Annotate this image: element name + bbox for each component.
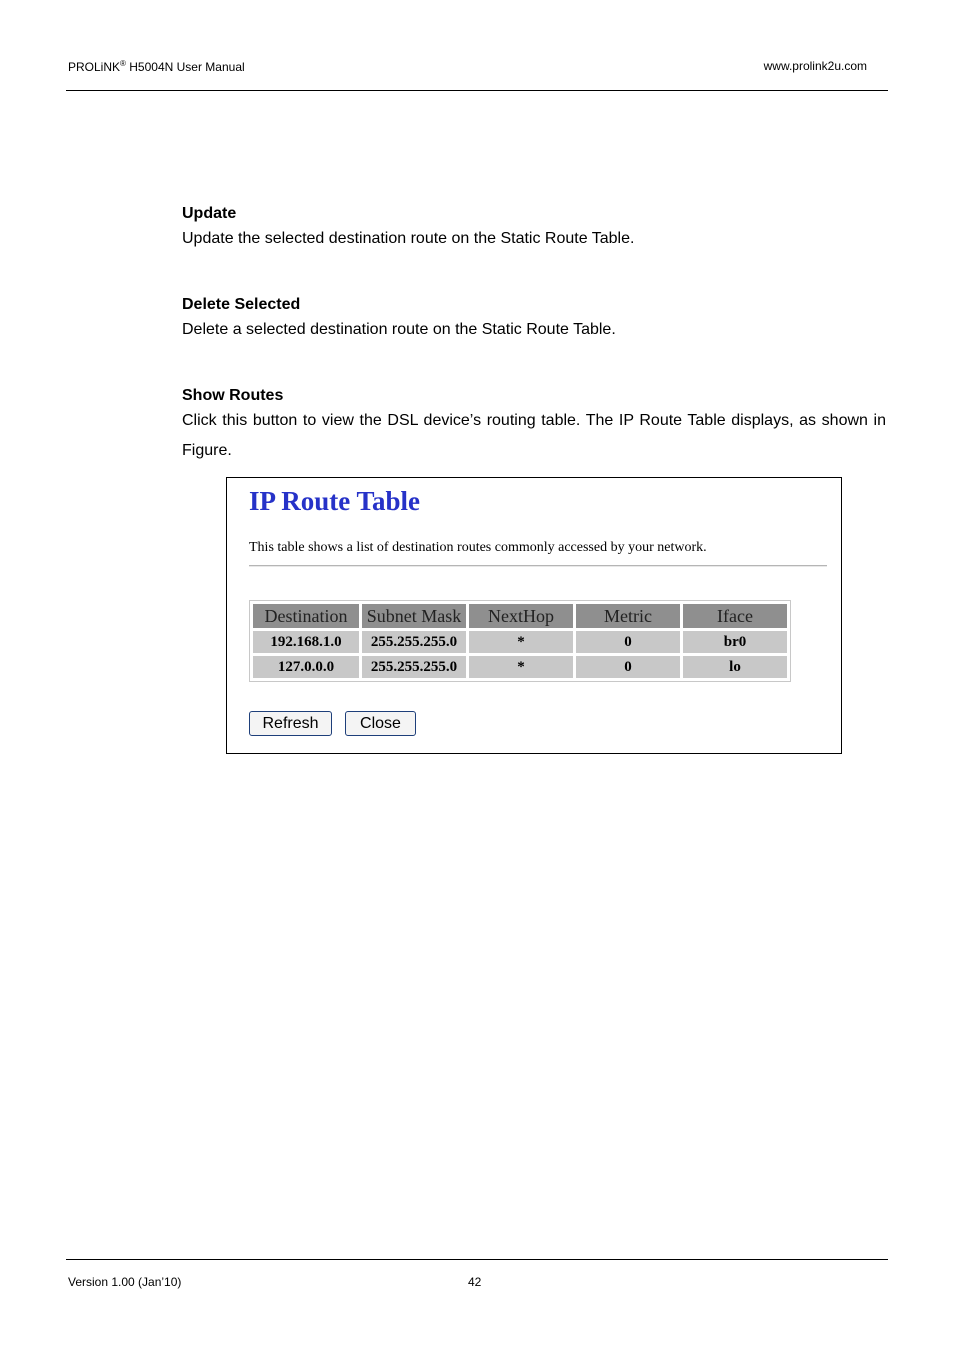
column-header-subnet-mask: Subnet Mask: [362, 604, 466, 628]
figure-description: This table shows a list of destination routes commonly accessed by your network.: [249, 540, 707, 555]
footer-version: Version 1.00 (Jan’10): [68, 1275, 182, 1289]
section-title: Delete Selected: [182, 296, 301, 313]
cell-metric: 0: [576, 631, 680, 653]
registered-mark: ®: [120, 59, 126, 68]
cell-destination: 192.168.1.0: [253, 631, 359, 653]
figure-divider: [249, 565, 827, 567]
figure-title: IP Route Table: [249, 486, 421, 516]
cell-subnet-mask: 255.255.255.0: [362, 656, 466, 678]
route-table: [249, 600, 791, 682]
column-header-iface: Iface: [683, 604, 787, 628]
table-header-row: [253, 604, 787, 628]
close-button[interactable]: Close: [345, 711, 416, 736]
table-row: [253, 656, 787, 678]
section-show-routes: [182, 386, 886, 466]
cell-nexthop: *: [469, 631, 573, 653]
cell-nexthop: *: [469, 656, 573, 678]
cell-metric: 0: [576, 656, 680, 678]
header-divider: [66, 90, 888, 91]
section-title: Show Routes: [182, 387, 284, 404]
section-delete-selected: [182, 295, 886, 345]
manual-title: H5004N User Manual: [129, 60, 245, 74]
footer-divider: [66, 1259, 888, 1260]
table-row: [253, 631, 787, 653]
section-body: Delete a selected destination route on the Static Route Table.: [182, 321, 616, 338]
column-header-nexthop: NextHop: [469, 604, 573, 628]
header-website: www.prolink2u.com: [763, 59, 867, 73]
header-manual-title: [68, 59, 245, 74]
cell-iface: br0: [683, 631, 787, 653]
page-number: 42: [468, 1275, 482, 1289]
section-body: Update the selected destination route on the Static Route Table.: [182, 230, 635, 247]
section-title: Update: [182, 205, 237, 222]
column-header-destination: Destination: [253, 604, 359, 628]
column-header-metric: Metric: [576, 604, 680, 628]
section-body: Click this button to view the DSL device’s routing table. The IP Route Table displays, as shown in Figure.: [182, 412, 886, 459]
ip-route-table-figure: [226, 477, 842, 754]
cell-iface: lo: [683, 656, 787, 678]
refresh-button[interactable]: Refresh: [249, 711, 332, 736]
cell-subnet-mask: 255.255.255.0: [362, 631, 466, 653]
brand-name: PROLiNK: [68, 60, 121, 74]
cell-destination: 127.0.0.0: [253, 656, 359, 678]
section-update: [182, 204, 886, 254]
